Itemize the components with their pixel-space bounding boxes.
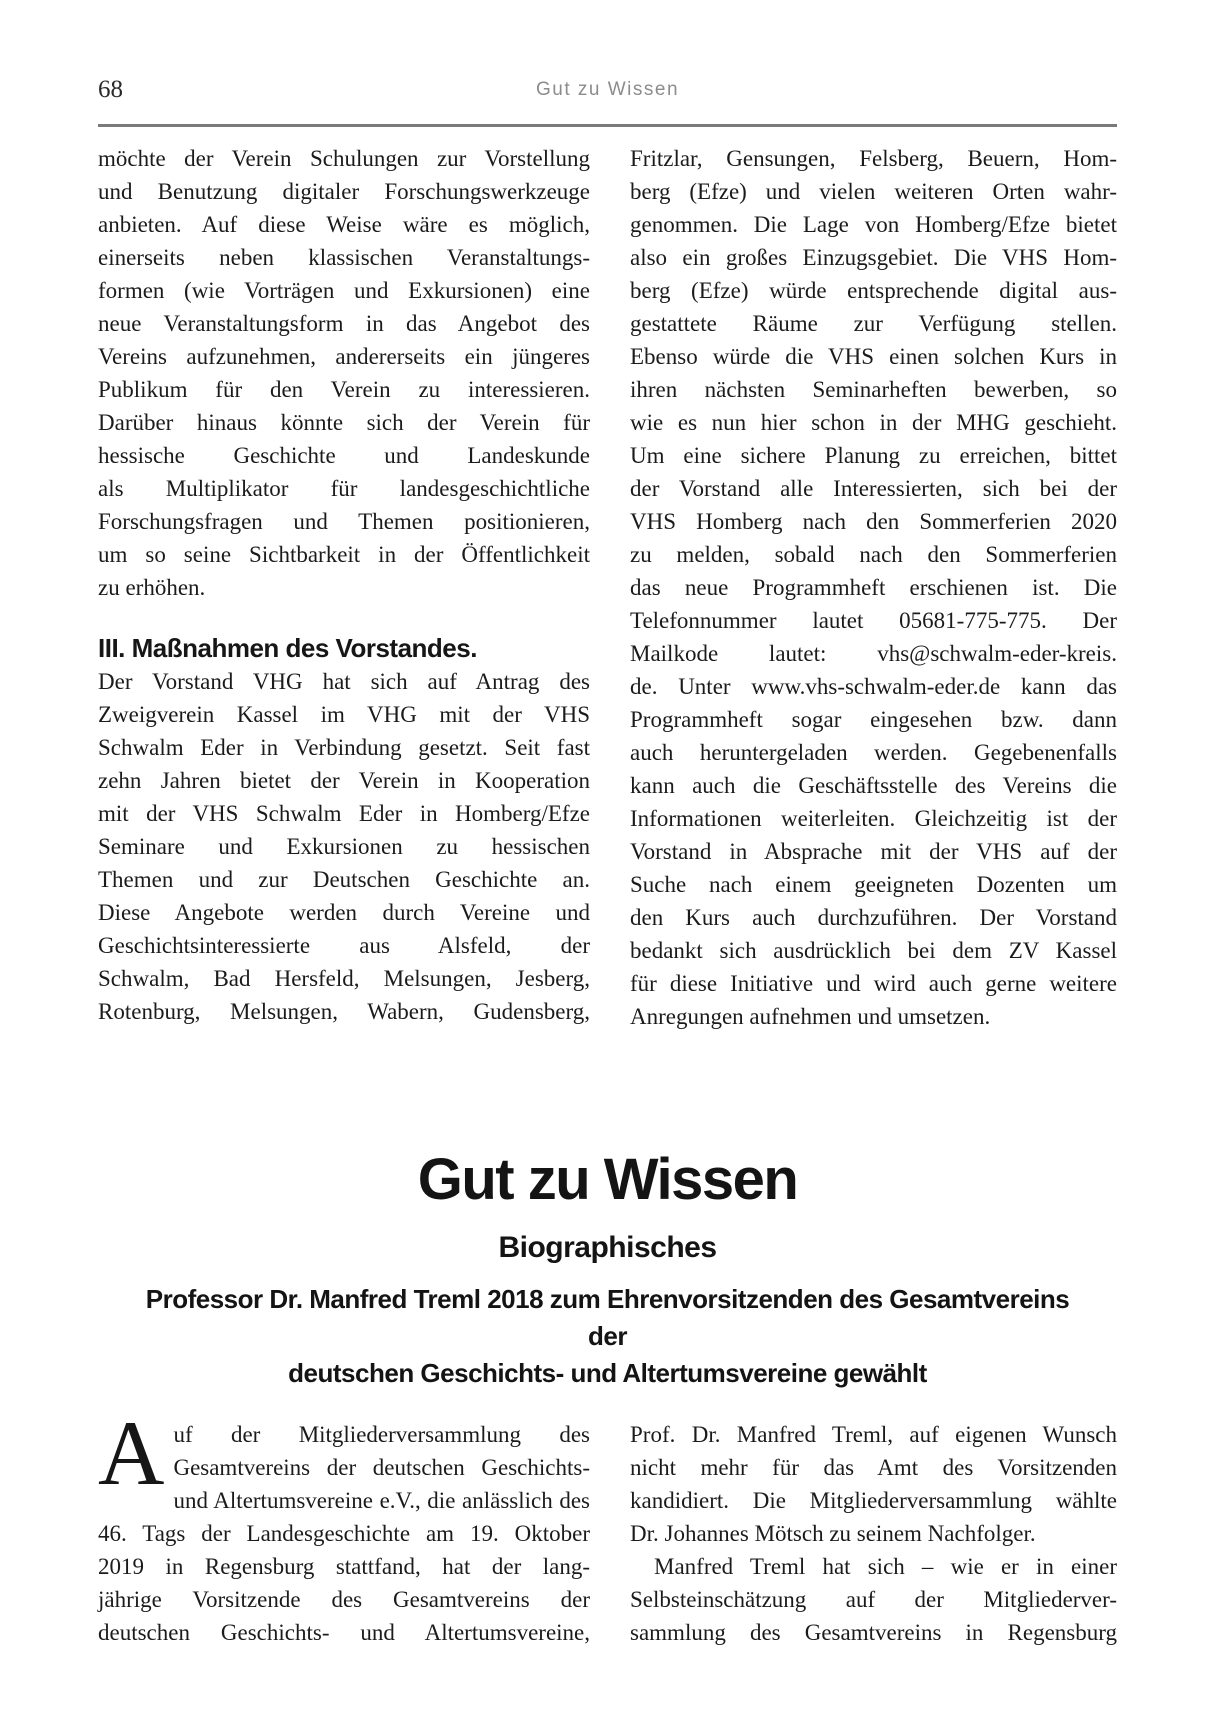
text-line: das neue Programmheft erschienen ist. Die <box>630 575 1117 600</box>
text-line: Der Vorstand VHG hat sich auf Antrag des <box>98 669 590 694</box>
text-line: zu melden, sobald nach den Sommerferien <box>630 542 1117 567</box>
text-line: einerseits neben klassischen Veranstaltungs- <box>98 245 590 270</box>
text-line: VHS Homberg nach den Sommerferien 2020 <box>630 509 1117 534</box>
paragraph <box>630 142 1117 1033</box>
text-line: Prof. Dr. Manfred Treml, auf eigenen Wunsch <box>630 1422 1117 1447</box>
text-line: Vereins aufzunehmen, andererseits ein jüngeres <box>98 344 590 369</box>
article2-right-column <box>630 1418 1117 1649</box>
text-line: Schwalm, Bad Hersfeld, Melsungen, Jesberg, <box>98 966 590 991</box>
text-line: Darüber hinaus könnte sich der Verein für <box>98 410 590 435</box>
text-line: Gesamtvereins der deutschen Geschichts- <box>173 1455 590 1480</box>
section-title-block <box>98 1149 1117 1392</box>
text-line: und Benutzung digitaler Forschungswerkzeuge <box>98 179 590 204</box>
text-line: Rotenburg, Melsungen, Wabern, Gudensberg, <box>98 999 590 1024</box>
running-title: Gut zu Wissen <box>535 79 680 100</box>
text-line: ihren nächsten Seminarheften bewerben, so <box>630 377 1117 402</box>
text-line: Publikum für den Verein zu interessieren. <box>98 377 590 402</box>
article-biographisches <box>98 1402 1117 1649</box>
text-line: berg (Efze) und vielen weiteren Orten wahr- <box>630 179 1117 204</box>
text-line: Manfred Treml hat sich – wie er in einer <box>654 1554 1117 1579</box>
text-line: jährige Vorsitzende des Gesamtvereins der <box>98 1587 590 1612</box>
article-massnahmen <box>98 142 1117 1033</box>
paragraph <box>98 1402 590 1649</box>
text-line: Programmheft sogar eingesehen bzw. dann <box>630 707 1117 732</box>
text-line: neue Veranstaltungsform in das Angebot des <box>98 311 590 336</box>
text-line: Zweigverein Kassel im VHG mit der VHS <box>98 702 590 727</box>
paragraph <box>98 142 590 604</box>
section-subtitle: Biographisches <box>498 1231 717 1264</box>
text-line: sammlung des Gesamtvereins in Regensburg <box>630 1620 1117 1645</box>
text-line: hessische Geschichte und Landeskunde <box>98 443 590 468</box>
text-line: Informationen weiterleiten. Gleichzeitig ist der <box>630 806 1117 831</box>
text-line: Ebenso würde die VHS einen solchen Kurs in <box>630 344 1117 369</box>
text-line: Fritzlar, Gensungen, Felsberg, Beuern, Hom- <box>630 146 1117 171</box>
section-title: Gut zu Wissen <box>417 1147 798 1212</box>
text-line: berg (Efze) würde entsprechende digital aus- <box>630 278 1117 303</box>
text-line: Mailkode lautet: vhs@schwalm-eder-kreis. <box>630 641 1117 666</box>
article1-right-column <box>630 142 1117 1033</box>
text-line: Vorstand in Absprache mit der VHS auf der <box>630 839 1117 864</box>
text-line: Themen und zur Deutschen Geschichte an. <box>98 867 590 892</box>
text-line: Selbsteinschätzung auf der Mitgliederver- <box>630 1587 1117 1612</box>
page-number: 68 <box>98 76 123 103</box>
text-line: de. Unter www.vhs-schwalm-eder.de kann das <box>630 674 1117 699</box>
text-line: Forschungsfragen und Themen positionieren, <box>98 509 590 534</box>
paragraph <box>98 665 590 1028</box>
article-title-line1: Professor Dr. Manfred Treml 2018 zum Ehrenvorsitzenden des Gesamtvereins der <box>145 1284 1070 1351</box>
text-line: Geschichtsinteressierte aus Alsfeld, der <box>98 933 590 958</box>
text-line: Anregungen aufnehmen und umsetzen. <box>630 1004 991 1029</box>
text-line: der Vorstand alle Interessierten, sich bei der <box>630 476 1117 501</box>
text-line: Seminare und Exkursionen zu hessischen <box>98 834 590 859</box>
text-line: auch heruntergeladen werden. Gegebenenfalls <box>630 740 1117 765</box>
text-line: genommen. Die Lage von Homberg/Efze bietet <box>630 212 1117 237</box>
text-line: uf der Mitgliederversammlung des <box>173 1422 590 1447</box>
text-line: um so seine Sichtbarkeit in der Öffentlichkeit <box>98 542 590 567</box>
text-line: kandidiert. Die Mitgliederversammlung wählte <box>630 1488 1117 1513</box>
article2-left-column <box>98 1402 590 1649</box>
paragraph <box>630 1418 1117 1649</box>
text-line: den Kurs auch durchzuführen. Der Vorstand <box>630 905 1117 930</box>
article-title-line2: deutschen Geschichts- und Altertumsvereine gewählt <box>288 1358 927 1388</box>
text-line: Telefonnummer lautet 05681-775-775. Der <box>630 608 1117 633</box>
text-line: bedankt sich ausdrücklich bei dem ZV Kassel <box>630 938 1117 963</box>
page-header <box>98 76 1117 106</box>
text-line: Schwalm Eder in Verbindung gesetzt. Seit fast <box>98 735 590 760</box>
text-line: und Altertumsvereine e.V., die anlässlich des <box>173 1488 590 1513</box>
text-line: wie es nun hier schon in der MHG geschieht. <box>630 410 1117 435</box>
text-line: formen (wie Vorträgen und Exkursionen) eine <box>98 278 590 303</box>
text-line: 46. Tags der Landesgeschichte am 19. Oktober <box>98 1521 590 1546</box>
text-line: möchte der Verein Schulungen zur Vorstellung <box>98 146 590 171</box>
text-line: deutschen Geschichts- und Altertumsvereine, <box>98 1620 590 1645</box>
text-line: Dr. Johannes Mötsch zu seinem Nachfolger. <box>630 1521 1036 1546</box>
text-line: als Multiplikator für landesgeschichtliche <box>98 476 590 501</box>
text-line: 2019 in Regensburg stattfand, hat der lang- <box>98 1554 590 1579</box>
text-line: zehn Jahren bietet der Verein in Kooperation <box>98 768 590 793</box>
drop-cap: A <box>98 1402 165 1504</box>
text-line: zu erhöhen. <box>98 575 206 600</box>
text-line: Um eine sichere Planung zu erreichen, bittet <box>630 443 1117 468</box>
text-line: für diese Initiative und wird auch gerne weitere <box>630 971 1117 996</box>
section-heading-massnahmen: III. Maßnahmen des Vorstandes. <box>98 633 477 663</box>
article-title <box>128 1281 1088 1392</box>
text-line: mit der VHS Schwalm Eder in Homberg/Efze <box>98 801 590 826</box>
header-rule <box>98 124 1117 127</box>
text-line: gestattete Räume zur Verfügung stellen. <box>630 311 1117 336</box>
text-line: nicht mehr für das Amt des Vorsitzenden <box>630 1455 1117 1480</box>
text-line: kann auch die Geschäftsstelle des Vereins die <box>630 773 1117 798</box>
text-line: anbieten. Auf diese Weise wäre es möglich, <box>98 212 590 237</box>
text-line: Diese Angebote werden durch Vereine und <box>98 900 590 925</box>
text-line: also ein großes Einzugsgebiet. Die VHS Hom- <box>630 245 1117 270</box>
text-line: Suche nach einem geeigneten Dozenten um <box>630 872 1117 897</box>
article1-left-column <box>98 142 590 1033</box>
